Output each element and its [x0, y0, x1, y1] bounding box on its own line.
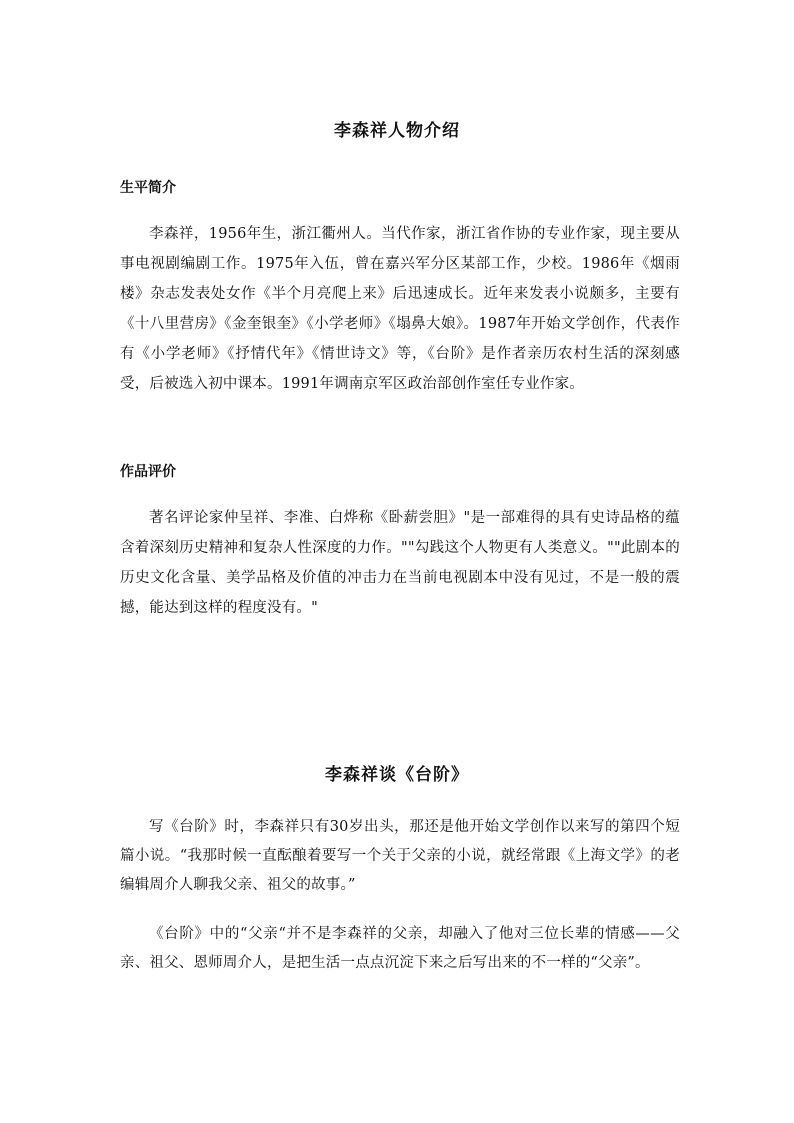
bio-heading: 生平简介 — [120, 180, 176, 196]
bio-paragraph: 李森祥，1956年生，浙江衢州人。当代作家，浙江省作协的专业作家，现主要从事电视剧编剧工作。1975年入伍，曾在嘉兴军分区某部工作，少校。1986年《烟雨楼》杂志发表处女作《半个月亮爬上来》后迅速成长。近年来发表小说颇多，主要有《十八里营房》《金奎银奎》《小学老师》《塌鼻大娘》。1987年开始文学创作，代表作有《小学老师》《抒情代年》《情世诗文》等，《台阶》是作者亲历农村生活的深刻感受，后被选入初中课本。1991年调南京军区政治部创作室任专业作家。 — [120, 226, 680, 392]
section-title: 李森祥谈《台阶》 — [325, 765, 469, 785]
interview-paragraph-2: 《台阶》中的“父亲“并不是李森祥的父亲，却融入了他对三位长辈的情感——父亲、祖父、恩师周介人，是把生活一点点沉淀下来之后写出来的不一样的“父亲”。 — [120, 926, 680, 971]
review-heading: 作品评价 — [120, 464, 176, 480]
interview-paragraph-1: 写《台阶》时，李森祥只有30岁出头，那还是他开始文学创作以来写的第四个短篇小说。“我那时候一直酝酿着要写一个关于父亲的小说，就经常跟《上海文学》的老编辑周介人聊我父亲、祖父的故事。” — [120, 819, 680, 893]
page-title: 李森祥人物介绍 — [334, 121, 460, 141]
review-paragraph: 著名评论家仲呈祥、李准、白烨称《卧薪尝胆》"是一部难得的具有史诗品格的蕴含着深刻历史精神和复杂人性深度的力作。""勾践这个人物更有人类意义。""此剧本的历史文化含量、美学品格及价值的冲击力在当前电视剧本中没有见过，不是一般的震撼，能达到这样的程度没有。" — [120, 510, 680, 616]
